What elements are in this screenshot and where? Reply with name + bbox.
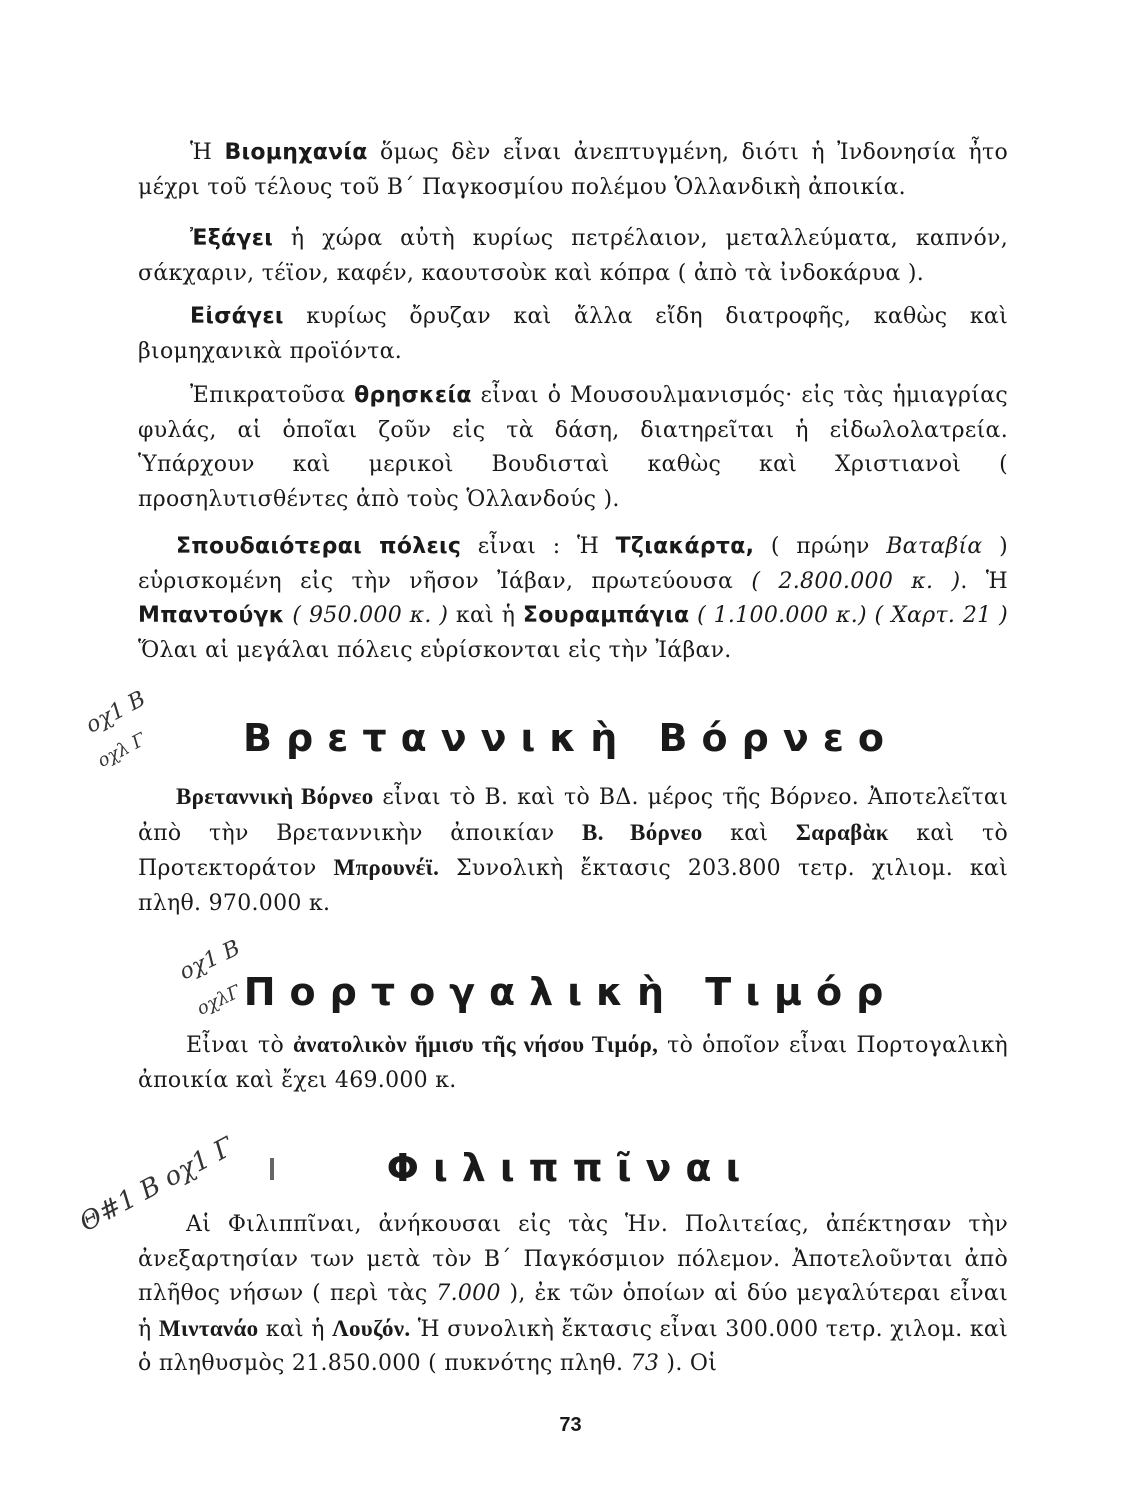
keyword-religion: θρησκεία: [354, 383, 472, 408]
keyword-exports: Ἐξάγει: [190, 226, 274, 251]
paragraph-british-borneo: [138, 780, 1008, 921]
paragraph-industry: [138, 136, 1008, 205]
population-surabaya: ( 1.100.000 κ.) ( Χαρτ. 21 ): [689, 603, 1008, 628]
page-number: 73: [559, 1414, 582, 1436]
city-bandung: Μπαντούγκ: [138, 603, 285, 628]
text-run: τὸ ὁποῖον εἶναι Πορτογαλικὴ ἀποικία καὶ ἔχει 469.000 κ.: [138, 1033, 1008, 1093]
text-run: καὶ τὸ Προτεκτοράτον: [138, 820, 1008, 881]
keyword-british-borneo: Βρεταννικὴ Βόρνεο: [176, 784, 374, 809]
keyword-imports: Εἰσάγει: [190, 304, 284, 329]
population-jakarta: ( 2.800.000 κ. ): [751, 568, 961, 594]
paragraph-portuguese-timor: [138, 1028, 1008, 1098]
handwritten-note: οχ1 Β: [81, 686, 150, 739]
heading-philippines: Φιλιππῖναι: [386, 1146, 755, 1190]
text-run: ), ἐκ τῶν ὁποίων αἱ δύο μεγαλύτεραι εἶναι ἡ: [138, 1281, 1009, 1342]
text-run: καὶ: [702, 820, 796, 846]
text-run: ( πρώην: [754, 534, 887, 559]
text-run: ὅμως δὲν εἶναι ἀνεπτυγμένη, διότι ἡ Ἰνδονησία ἦτο μέχρι τοῦ τέλους τοῦ Β΄ Παγκοσμίου πολέμου Ὁλλανδικὴ ἀποικία.: [138, 140, 1008, 200]
heading-portuguese-timor: Πορτογαλικὴ Τιμόρ: [243, 970, 898, 1014]
paragraph-cities: [138, 530, 1008, 668]
text-run: Ἐπικρατοῦσα: [190, 383, 355, 408]
paragraph-religion: [138, 379, 1008, 517]
population-bandung: ( 950.000 κ. ): [284, 603, 449, 628]
paragraph-exports: [138, 222, 1008, 291]
islands-count: 7.000: [436, 1281, 501, 1306]
text-run: Συνολικὴ ἔκτασις 203.800 τετρ. χιλιομ. καὶ πληθ. 970.000 κ.: [138, 856, 1008, 916]
text-run: Ὅλαι αἱ μεγάλαι πόλεις εὑρίσκονται εἰς τὴν Ἰάβαν.: [138, 637, 732, 663]
keyword-industry: Βιομηχανία: [224, 140, 368, 165]
keyword-sarawak: Σαραβὰκ: [795, 819, 889, 845]
pencil-mark: [270, 1158, 274, 1180]
keyword-east-timor: ἀνατολικὸν ἥμισυ τῆς νήσου Τιμόρ,: [292, 1032, 659, 1057]
text-run: ) εὑρισκομένη εἰς τὴν νῆσον Ἰάβαν, πρωτεύουσα: [138, 534, 1008, 594]
text-run: Ἡ: [190, 140, 225, 165]
city-surabaya: Σουραμπάγια: [522, 603, 690, 628]
text-run: καὶ ἡ: [258, 1316, 333, 1342]
paragraph-imports: [138, 300, 1008, 369]
text-run: ἡ χώρα αὐτὴ κυρίως πετρέλαιον, μεταλλεύματα, καπνόν, σάκχαριν, τέϊον, καφέν, καουτσοὺκ καὶ κόπρα ( ἀπὸ τὰ ἰνδοκάρυα ).: [138, 226, 1008, 286]
city-jakarta: Τζιακάρτα,: [615, 534, 755, 559]
keyword-luzon: Λουζόν.: [332, 1315, 411, 1341]
handwritten-note: οχλΓ: [193, 981, 244, 1020]
text-run: Ἡ συνολικὴ ἔκτασις εἶναι 300.000 τετρ. χιλομ. καὶ ὁ πληθυσμὸς 21.850.000 ( πυκνότης πληθ.: [138, 1316, 1009, 1376]
text-run: εἶναι ὁ Μουσουλμανισμός· εἰς τὰς ἡμιαγρίας φυλάς, αἱ ὁποῖαι ζοῦν εἰς τὰ δάση, διατηρεῖται ἡ εἰδωλολατρεία. Ὑπάρχουν καὶ μερικοὶ Βουδισταὶ καθὼς καὶ Χριστιανοὶ ( προσηλυτισθέντες ἀπὸ τοὺς Ὁλλανδούς ).: [138, 383, 1008, 512]
text-run: ). Οἱ: [659, 1351, 718, 1376]
text-run: . Ἡ: [960, 568, 1008, 594]
city-batavia: Βαταβία: [886, 534, 983, 559]
text-run: Εἶναι τὸ: [186, 1033, 293, 1058]
text-run: Αἱ Φιλιππῖναι, ἀνήκουσαι εἰς τὰς Ἡν. Πολιτείας, ἀπέκτησαν τὴν ἀνεξαρτησίαν των μετὰ τὸν Β΄ Παγκόσμιον πόλεμον. Ἀποτελοῦνται ἀπὸ πλῆθος νήσων ( περὶ τὰς: [138, 1212, 1008, 1306]
keyword-north-borneo: Β. Βόρνεο: [582, 819, 703, 845]
text-run: κυρίως ὄρυζαν καὶ ἄλλα εἴδη διατροφῆς, καθὼς καὶ βιομηχανικὰ προϊόντα.: [138, 304, 1008, 364]
density-value: 73: [630, 1351, 660, 1376]
keyword-cities: Σπουδαιότεραι πόλεις: [176, 534, 462, 559]
handwritten-note: Θ#1 Β οχ1 Γ: [74, 1131, 239, 1239]
text-run: καὶ ἡ: [448, 603, 523, 628]
keyword-mindanao: Μιντανάο: [158, 1315, 259, 1341]
heading-british-borneo: Βρεταννικὴ Βόρνεο: [243, 716, 898, 760]
handwritten-note: οχλ Γ: [94, 729, 150, 772]
text-run: εἶναι : Ἡ: [461, 534, 616, 559]
text-run: εἶναι τὸ Β. καὶ τὸ ΒΔ. μέρος τῆς Βόρνεο. Ἀποτελεῖται ἀπὸ τὴν Βρεταννικὴν ἀποικίαν: [138, 785, 1008, 846]
handwritten-note: οχ1 Β: [175, 935, 245, 986]
keyword-brunei: Μπρουνέϊ.: [333, 855, 440, 880]
paragraph-philippines: [138, 1208, 1008, 1382]
